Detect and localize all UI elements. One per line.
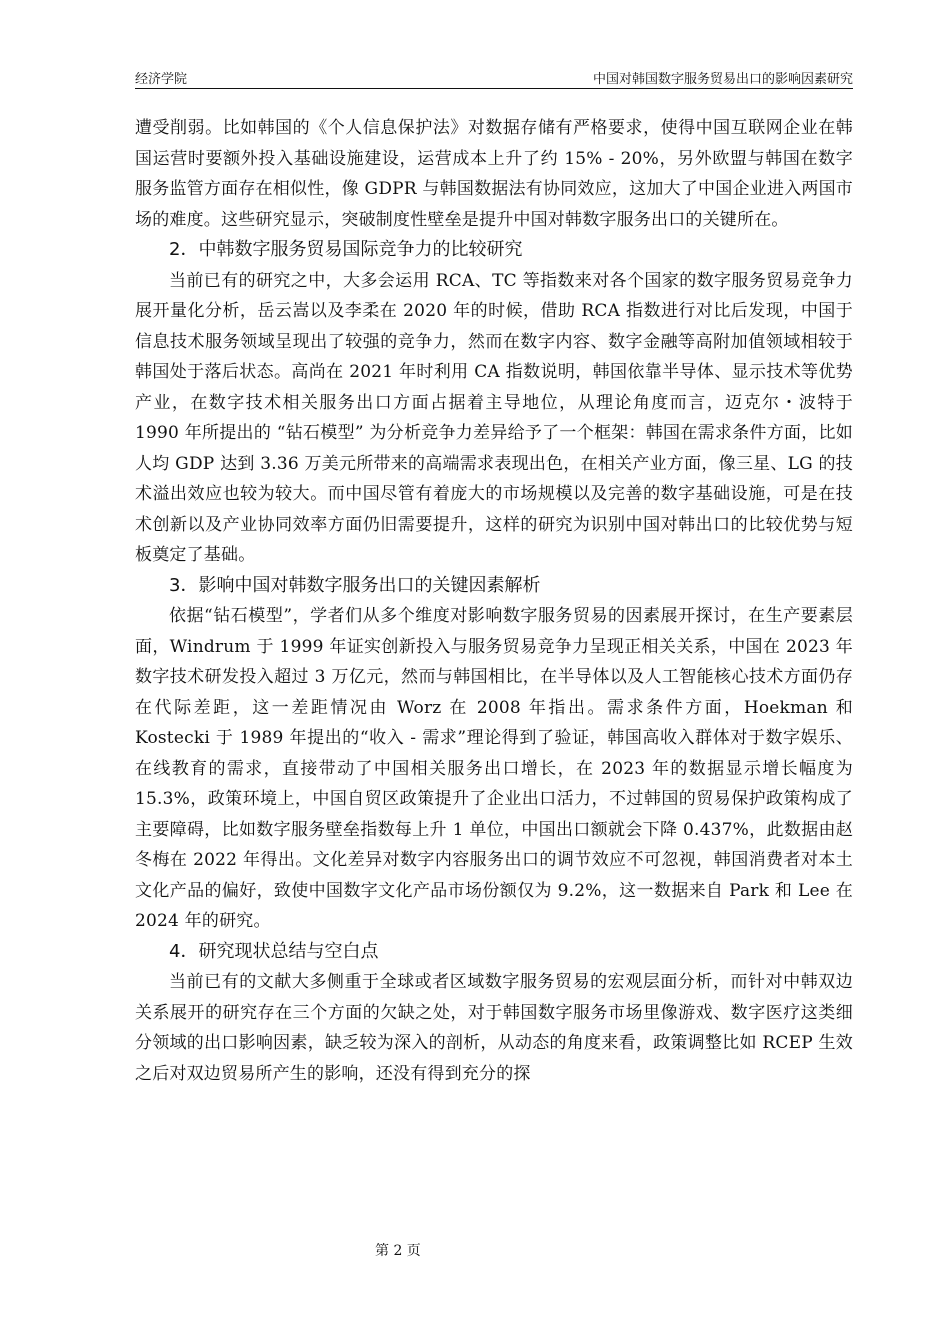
section-heading-4: 4．研究现状总结与空白点: [169, 940, 379, 962]
section-heading-3: 3．影响中国对韩数字服务出口的关键因素解析: [169, 574, 541, 596]
paragraph-section-3: 依据“钻石模型”，学者们从多个维度对影响数字服务贸易的因素展开探讨，在生产要素层面，Windrum 于 1999 年证实创新投入与服务贸易竞争力呈现正相关关系，中国在 2023 年数字技术研发投入超过 3 万亿元，然而与韩国相比，在半导体以及人工智能核心技术方面仍存在代际差距，这一差距情况由 Worz 在 2008 年指出。需求条件方面，Hoekman 和 Kostecki 于 1989 年提出的“收入 - 需求”理论得到了验证，韩国高收入群体对于数字娱乐、在线教育的需求，直接带动了中国相关服务出口增长，在 2023 年的数据显示增长幅度为 15.3%，政策环境上，中国自贸区政策提升了企业出口活力，不过韩国的贸易保护政策构成了主要障碍，比如数字服务壁垒指数每上升 1 单位，中国出口额就会下降 0.437%，此数据由赵冬梅在 2022 年得出。文化差异对数字内容服务出口的调节效应不可忽视，韩国消费者对本土文化产品的偏好，致使中国数字文化产品市场份额仅为 9.2%，这一数据来自 Park 和 Lee 在 2024 年的研究。: [135, 606, 853, 931]
header-title: 中国对韩国数字服务贸易出口的影响因素研究: [592, 72, 853, 87]
paragraph-section-2: 当前已有的研究之中，大多会运用 RCA、TC 等指数来对各个国家的数字服务贸易竞争力展开量化分析，岳云嵩以及李柔在 2020 年的时候，借助 RCA 指数进行对比后发现，中国于信息技术服务领域呈现出了较强的竞争力，然而在数字内容、数字金融等高附加值领域相较于韩国处于落后状态。高尚在 2021 年时利用 CA 指数说明，韩国依靠半导体、显示技术等优势产业，在数字技术相关服务出口方面占据着主导地位，从理论角度而言，迈克尔・波特于 1990 年所提出的 “钻石模型” 为分析竞争力差异给予了一个框架：韩国在需求条件方面，比如人均 GDP 达到 3.36 万美元所带来的高端需求表现出色，在相关产业方面，像三星、LG 的技术溢出效应也较为较大。而中国尽管有着庞大的市场规模以及完善的数字基础设施，可是在技术创新以及产业协同效率方面仍旧需要提升，这样的研究为识别中国对韩出口的比较优势与短板奠定了基础。: [135, 270, 853, 565]
header-school: 经济学院: [135, 72, 188, 87]
page-number: 第 2 页: [375, 1243, 421, 1259]
header-rule: [135, 88, 853, 89]
paragraph-continued: 遭受削弱。比如韩国的《个人信息保护法》对数据存储有严格要求，使得中国互联网企业在韩国运营时要额外投入基础设施建设，运营成本上升了约 15% - 20%，另外欧盟与韩国在数字服务监管方面存在相似性，像 GDPR 与韩国数据法有协同效应，这加大了中国企业进入两国市场的难度。这些研究显示，突破制度性壁垒是提升中国对韩数字服务出口的关键所在。: [135, 118, 853, 230]
paragraph-section-4: 当前已有的文献大多侧重于全球或者区域数字服务贸易的宏观层面分析，而针对中韩双边关系展开的研究存在三个方面的欠缺之处，对于韩国数字服务市场里像游戏、数字医疗这类细分领域的出口影响因素，缺乏较为深入的剖析，从动态的角度来看，政策调整比如 RCEP 生效之后对双边贸易所产生的影响，还没有得到充分的探: [135, 972, 853, 1084]
section-heading-2: 2．中韩数字服务贸易国际竞争力的比较研究: [169, 239, 523, 260]
page-body: [135, 113, 853, 1089]
page-header: [135, 66, 853, 88]
